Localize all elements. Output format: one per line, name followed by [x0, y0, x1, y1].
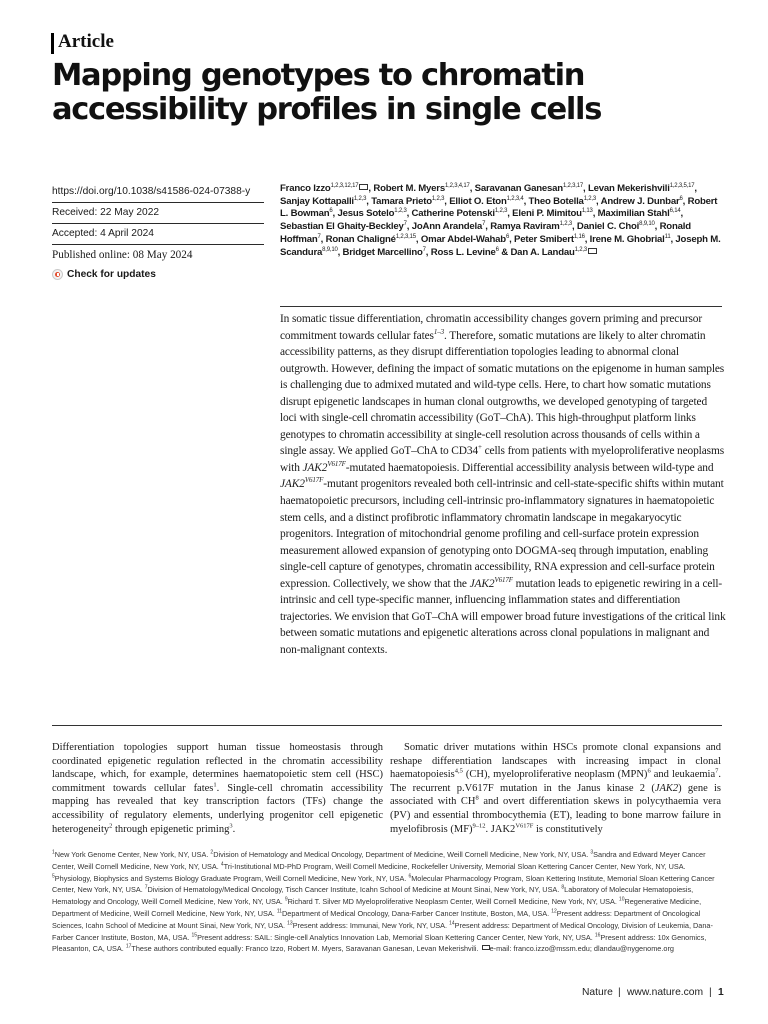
- footnote-text: Department of Medical Oncology, Dana-Farber Cancer Institute, Boston, MA, USA.: [282, 908, 552, 918]
- footnote-number: 4: [220, 861, 224, 868]
- author-affiliation: 1,2,3: [494, 208, 508, 215]
- footer-site-link[interactable]: www.nature.com: [627, 987, 704, 998]
- author-name: JoAnn Arandela: [411, 221, 483, 233]
- title-line-2: accessibility profiles in single cells: [52, 92, 602, 127]
- author-name: Catherine Potenski: [411, 208, 495, 220]
- footnote-text: Division of Hematology/Medical Oncology, Tisch Cancer Institute, Icahn School of Medicine at Mount Sinai, New York, NY, USA.: [147, 885, 562, 895]
- author-affiliation: 7: [317, 233, 321, 240]
- author-name: Omar Abdel-Wahab: [420, 233, 506, 245]
- footnote-number: 11: [276, 908, 283, 915]
- author-name: Maximilian Stahl: [597, 208, 670, 220]
- footnote-text: Richard T. Silver MD Myeloproliferative Neoplasm Center, Weill Cornell Medicine, New York, NY, USA.: [287, 897, 619, 907]
- email-icon[interactable]: [588, 248, 597, 254]
- author-name: Theo Botella: [528, 195, 584, 207]
- footnote-text: Present address: Immunai, New York, NY, USA.: [292, 920, 450, 930]
- author-name: Franco Izzo: [280, 183, 331, 194]
- check-updates-label: Check for updates: [67, 269, 156, 280]
- author-affiliation: 8,9,10: [639, 220, 655, 227]
- footnote-text: Tri-Institutional MD-PhD Program, Weill Cornell Medicine, Rockefeller University, Memorial Sloan Kettering Cancer Center, New York, NY, USA.: [223, 861, 686, 871]
- footnote-text: Physiology, Biophysics and Systems Biology Graduate Program, Weill Cornell Medicine, New York, NY, USA.: [54, 873, 409, 883]
- email-icon[interactable]: [359, 184, 368, 190]
- author-affiliation: 11: [664, 233, 671, 240]
- author-name: Ronan Chaligné: [325, 233, 396, 245]
- author-affiliation: 1,2,3,4,17: [444, 182, 470, 189]
- author-name: Ross L. Levine: [430, 246, 496, 258]
- footnote-text: Division of Hematology and Medical Oncology, Department of Medicine, Weill Cornell Medicine, New York, NY, USA.: [213, 850, 591, 859]
- author-affiliation: 6: [679, 195, 683, 202]
- author-affiliation: 1,2,3,4: [506, 195, 524, 202]
- footnote-text: New York Genome Center, New York, NY, USA.: [54, 850, 211, 859]
- author-affiliation: 6: [505, 233, 510, 240]
- author-affiliation: 1,2,3: [394, 208, 407, 215]
- author-affiliation: 1,2,3: [353, 195, 367, 202]
- author-name: Jesus Sotelo: [337, 208, 395, 220]
- author-affiliation: 7: [422, 246, 426, 253]
- author-affiliation: 7: [482, 220, 486, 227]
- footnote-number: 15: [191, 932, 198, 939]
- author-affiliation: 1,2,3: [559, 220, 572, 227]
- footnote-number: 9: [284, 896, 288, 903]
- footnote-number: 8: [561, 884, 565, 891]
- footnote-text: Present address: 10x Genomics, Pleasanton, CA, USA.: [52, 932, 707, 954]
- author-list: Franco Izzo$^{1,2,3,12,17}$ , Robert M. Myers$^{1,2,3,4,17}$, Saravanan Ganesan$^{1,2,3,17}$, Levan Mekerishvili$^{1,2,3,5,17}$, Sanjay Kottapalli$^{1,2,3}$, Tamara Prieto$^{1,2,3}$, Elliot O. Eton$^{1,2,3,4}$, Theo Botella$^{1,2,3}$, Andrew J. Dunbar$^6$, Robert L. Bowman$^6$, Jesus Sotelo$^{1,2,3}$, Catherine Potenski$^{1,2,3}$, Eleni P. Mimitou$^{1,13}$, Maximilian Stahl$^{6,14}$, Sebastian El Ghaity-Beckley$^7$, JoAnn Arandela$^7$, Ramya Raviram$^{1,2,3}$, Daniel C. Choi$^{8,9,10}$, Ronald Hoffman$^7$, Ronan Chaligné$^{1,2,3,15}$, Omar Abdel-Wahab$^6$, Peter Smibert$^{1,16}$, Irene M. Ghobrial$^{11}$, Joseph M. Scandura$^{8,9,10}$, Bridget Marcellino$^7$, Ross L. Levine$^6$ & Dan A. Landau$^{1,2,3}$: [280, 182, 721, 258]
- author-name: Dan A. Landau: [510, 246, 575, 258]
- author-name: Ronald Hoffman: [280, 221, 691, 245]
- affiliation-footnotes: [52, 849, 726, 955]
- footnote-number: 10: [618, 896, 625, 903]
- author-name: Eleni P. Mimitou: [512, 208, 582, 220]
- footnote-text: Present address: Department of Medical Oncology, Division of Leukemia, Dana-Farber Cancer Institute, Boston, MA, USA.: [52, 920, 713, 942]
- footnote-text: These authors contributed equally: Franco Izzo, Robert M. Myers, Saravanan Ganesan, Levan Mekerishvili.: [131, 944, 481, 954]
- author-affiliation: 6: [329, 208, 333, 215]
- footnote-number: 5: [52, 873, 55, 880]
- footnote-number: 12: [551, 908, 557, 915]
- email-icon: [482, 945, 490, 950]
- author-name: Robert L. Bowman: [280, 195, 718, 220]
- footnote-text: Present address: SAIL: Single-cell Analytics Innovation Lab, Memorial Sloan Kettering Cancer Center, New York, NY, USA.: [197, 932, 595, 942]
- author-name: Tamara Prieto: [371, 195, 432, 207]
- author-affiliation: 1,2,3,5,17: [669, 182, 695, 189]
- author-name: Andrew J. Dunbar: [600, 195, 680, 207]
- author-name: Peter Smibert: [514, 233, 574, 245]
- author-name: Bridget Marcellino: [342, 246, 423, 258]
- correspondence-email[interactable]: e-mail: franco.izzo@mssm.edu; dlandau@nygenome.org: [489, 944, 674, 954]
- author-name: Sanjay Kottapalli: [280, 195, 354, 207]
- intro-divider: [52, 725, 722, 726]
- author-affiliation: 7: [403, 220, 407, 227]
- author-name: Irene M. Ghobrial: [589, 233, 665, 245]
- published-date: Published online: 08 May 2024: [52, 249, 193, 261]
- article-title: [52, 59, 732, 127]
- footnote-text: Molecular Pharmacology Program, Sloan Kettering Institute, Memorial Sloan Kettering Cancer Center, New York, NY, USA.: [52, 873, 715, 895]
- footnote-text: Sandra and Edward Meyer Cancer Center, Weill Cornell Medicine, New York, NY, USA.: [52, 850, 706, 871]
- footnote-number: 7: [144, 884, 148, 891]
- footnote-number: 6: [408, 873, 412, 880]
- footnote-text: Present address: Department of Oncological Sciences, Icahn School of Medicine at Mount Sinai, New York, NY, USA.: [52, 908, 701, 930]
- footnote-number: 14: [449, 920, 455, 927]
- author-name: Joseph M. Scandura: [280, 233, 721, 258]
- page-number: 1: [718, 987, 724, 998]
- check-updates-icon: [52, 269, 63, 280]
- author-affiliation: 6,14: [669, 208, 681, 215]
- author-affiliation: 1,13: [581, 208, 593, 215]
- section-label: Article: [58, 31, 114, 52]
- accepted-date: Accepted: 4 April 2024: [52, 228, 154, 239]
- footnote-number: 2: [210, 849, 214, 856]
- doi-link[interactable]: https://doi.org/10.1038/s41586-024-07388-y: [52, 186, 251, 197]
- check-updates-button[interactable]: [52, 269, 264, 280]
- footnote-number: 13: [287, 920, 293, 927]
- author-name: Sebastian El Ghaity-Beckley: [280, 221, 404, 233]
- meta-divider: [52, 244, 264, 245]
- title-line-1: Mapping genotypes to chromatin: [52, 58, 585, 93]
- author-name: Daniel C. Choi: [576, 221, 640, 233]
- author-affiliation: 1,16: [573, 233, 585, 240]
- author-name: Robert M. Myers: [373, 183, 445, 194]
- author-affiliation: 6: [495, 246, 499, 253]
- meta-divider: [52, 202, 264, 203]
- footnote-text: Laboratory of Molecular Hematopoiesis, Hematology and Oncology, Weill Cornell Medicine, New York, NY, USA.: [52, 885, 694, 907]
- received-date: Received: 22 May 2022: [52, 207, 160, 218]
- author-name: Saravanan Ganesan: [474, 183, 563, 194]
- intro-right-column: Somatic driver mutations within HSCs promote clonal expansions and reshape differentiation landscapes with increasing impact in clonal haematopoiesis$^{4,5}$ (CH), myeloproliferative neoplasm (MPN)$^6$ and leukaemia$^7$. The recurrent p.V617F mutation in the Janus kinase 2 (JAK2) gene is associated with $CH^8$ and overt differentiation skews in polycythaemia vera (PV) and essential thrombocythemia (ET), leading to bone marrow failure in myelofibrosis (MF)$^{9-12}$. $JAK2^{V617F}$ is constitutively: [390, 742, 721, 835]
- footnote-number: 16: [594, 932, 601, 939]
- author-affiliation: 1,2,3,17: [562, 182, 584, 189]
- footer-journal: Nature: [582, 987, 613, 998]
- footnote-text: Regenerative Medicine, Department of Medicine, Weill Cornell Medicine, New York, NY, USA.: [52, 897, 702, 918]
- section-accent-bar: [51, 33, 54, 54]
- footer-separator: |: [618, 987, 621, 998]
- abstract: In somatic tissue differentiation, chromatin accessibility changes govern priming and precursor commitment towards cellular fates$^{1-3}$. Therefore, somatic mutations are likely to alter chromatin accessibility patterns, as they disrupt differentiation topologies leading to abnormal clonal outgrowth. However, defining the impact of somatic mutations on the epigenome in human samples is challenging due to admixed mutated and wild-type cells. Here, to chart how somatic mutations disrupt epigenetic landscapes in human clonal outgrowths, we developed genotyping of targeted loci with single-cell chromatin accessibility (GoT–ChA). This high-throughput platform links genotypes to chromatin accessibility at single-cell resolution across thousands of cells within a single assay. We applied GoT–ChA to CD34+ cells from patients with myeloproliferative neoplasms with $JAK2^{V617F}$-mutated haematopoiesis. Differential accessibility analysis between wild-type and $JAK2^{V617F}$-mutant progenitors revealed both cell-intrinsic and cell-state-specific shifts within mutant haematopoietic precursors, including cell-intrinsic pro-inflammatory signatures in haematopoietic stem cells, and a distinct profibrotic inflammatory chromatin landscape in megakaryocytic progenitors. Integration of mitochondrial genome profiling and cell-surface protein expression measurement allowed expansion of genotyping onto DOGMA-seq through imputation, enabling single-cell capture of genotypes, chromatin accessibility, RNA expression and cell-surface protein expression. Collectively, we show that the $JAK2^{V617F}$ mutation leads to epigenetic rewiring in a cell-intrinsic and cell type-specific manner, influencing inflammation states and differentiation trajectories. We envision that GoT–ChA will empower broad future investigations of the critical link between somatic mutations and epigenetic alterations across clonal populations in malignant and non-malignant contexts.: [280, 313, 726, 656]
- footnote-number: 17: [125, 943, 132, 950]
- author-name: Levan Mekerishvili: [587, 183, 670, 194]
- meta-divider: [52, 223, 264, 224]
- author-affiliation: 1,2,3: [431, 195, 445, 202]
- author-name: Ramya Raviram: [490, 221, 560, 233]
- author-affiliation: 1,2,3: [583, 195, 597, 202]
- author-affiliation: 1,2,3: [574, 246, 588, 253]
- author-affiliation: 8,9,10: [322, 246, 338, 253]
- footnote-number: 1: [52, 849, 55, 856]
- intro-left-column: Differentiation topologies support human tissue homeostasis through coordinated epigenetic regulation reflected in the chromatin accessibility landscape, which, for example, determines haematopoietic stem cell (HSC) commitment towards cellular fates$^1$. Single-cell chromatin accessibility mapping has revealed that key transcription factors (TFs) change the accessibility of regulatory elements, underlying progenitor cell epigenetic heterogeneity$^2$ through epigenetic priming$^3$.: [52, 742, 383, 835]
- author-name: Elliot O. Eton: [449, 195, 507, 207]
- author-affiliation: 1,2,3,12,17: [330, 182, 359, 189]
- footnote-number: 3: [590, 849, 594, 856]
- footer-separator: |: [709, 987, 712, 998]
- abstract-divider: [280, 306, 722, 307]
- author-affiliation: 1,2,3,15: [395, 233, 416, 240]
